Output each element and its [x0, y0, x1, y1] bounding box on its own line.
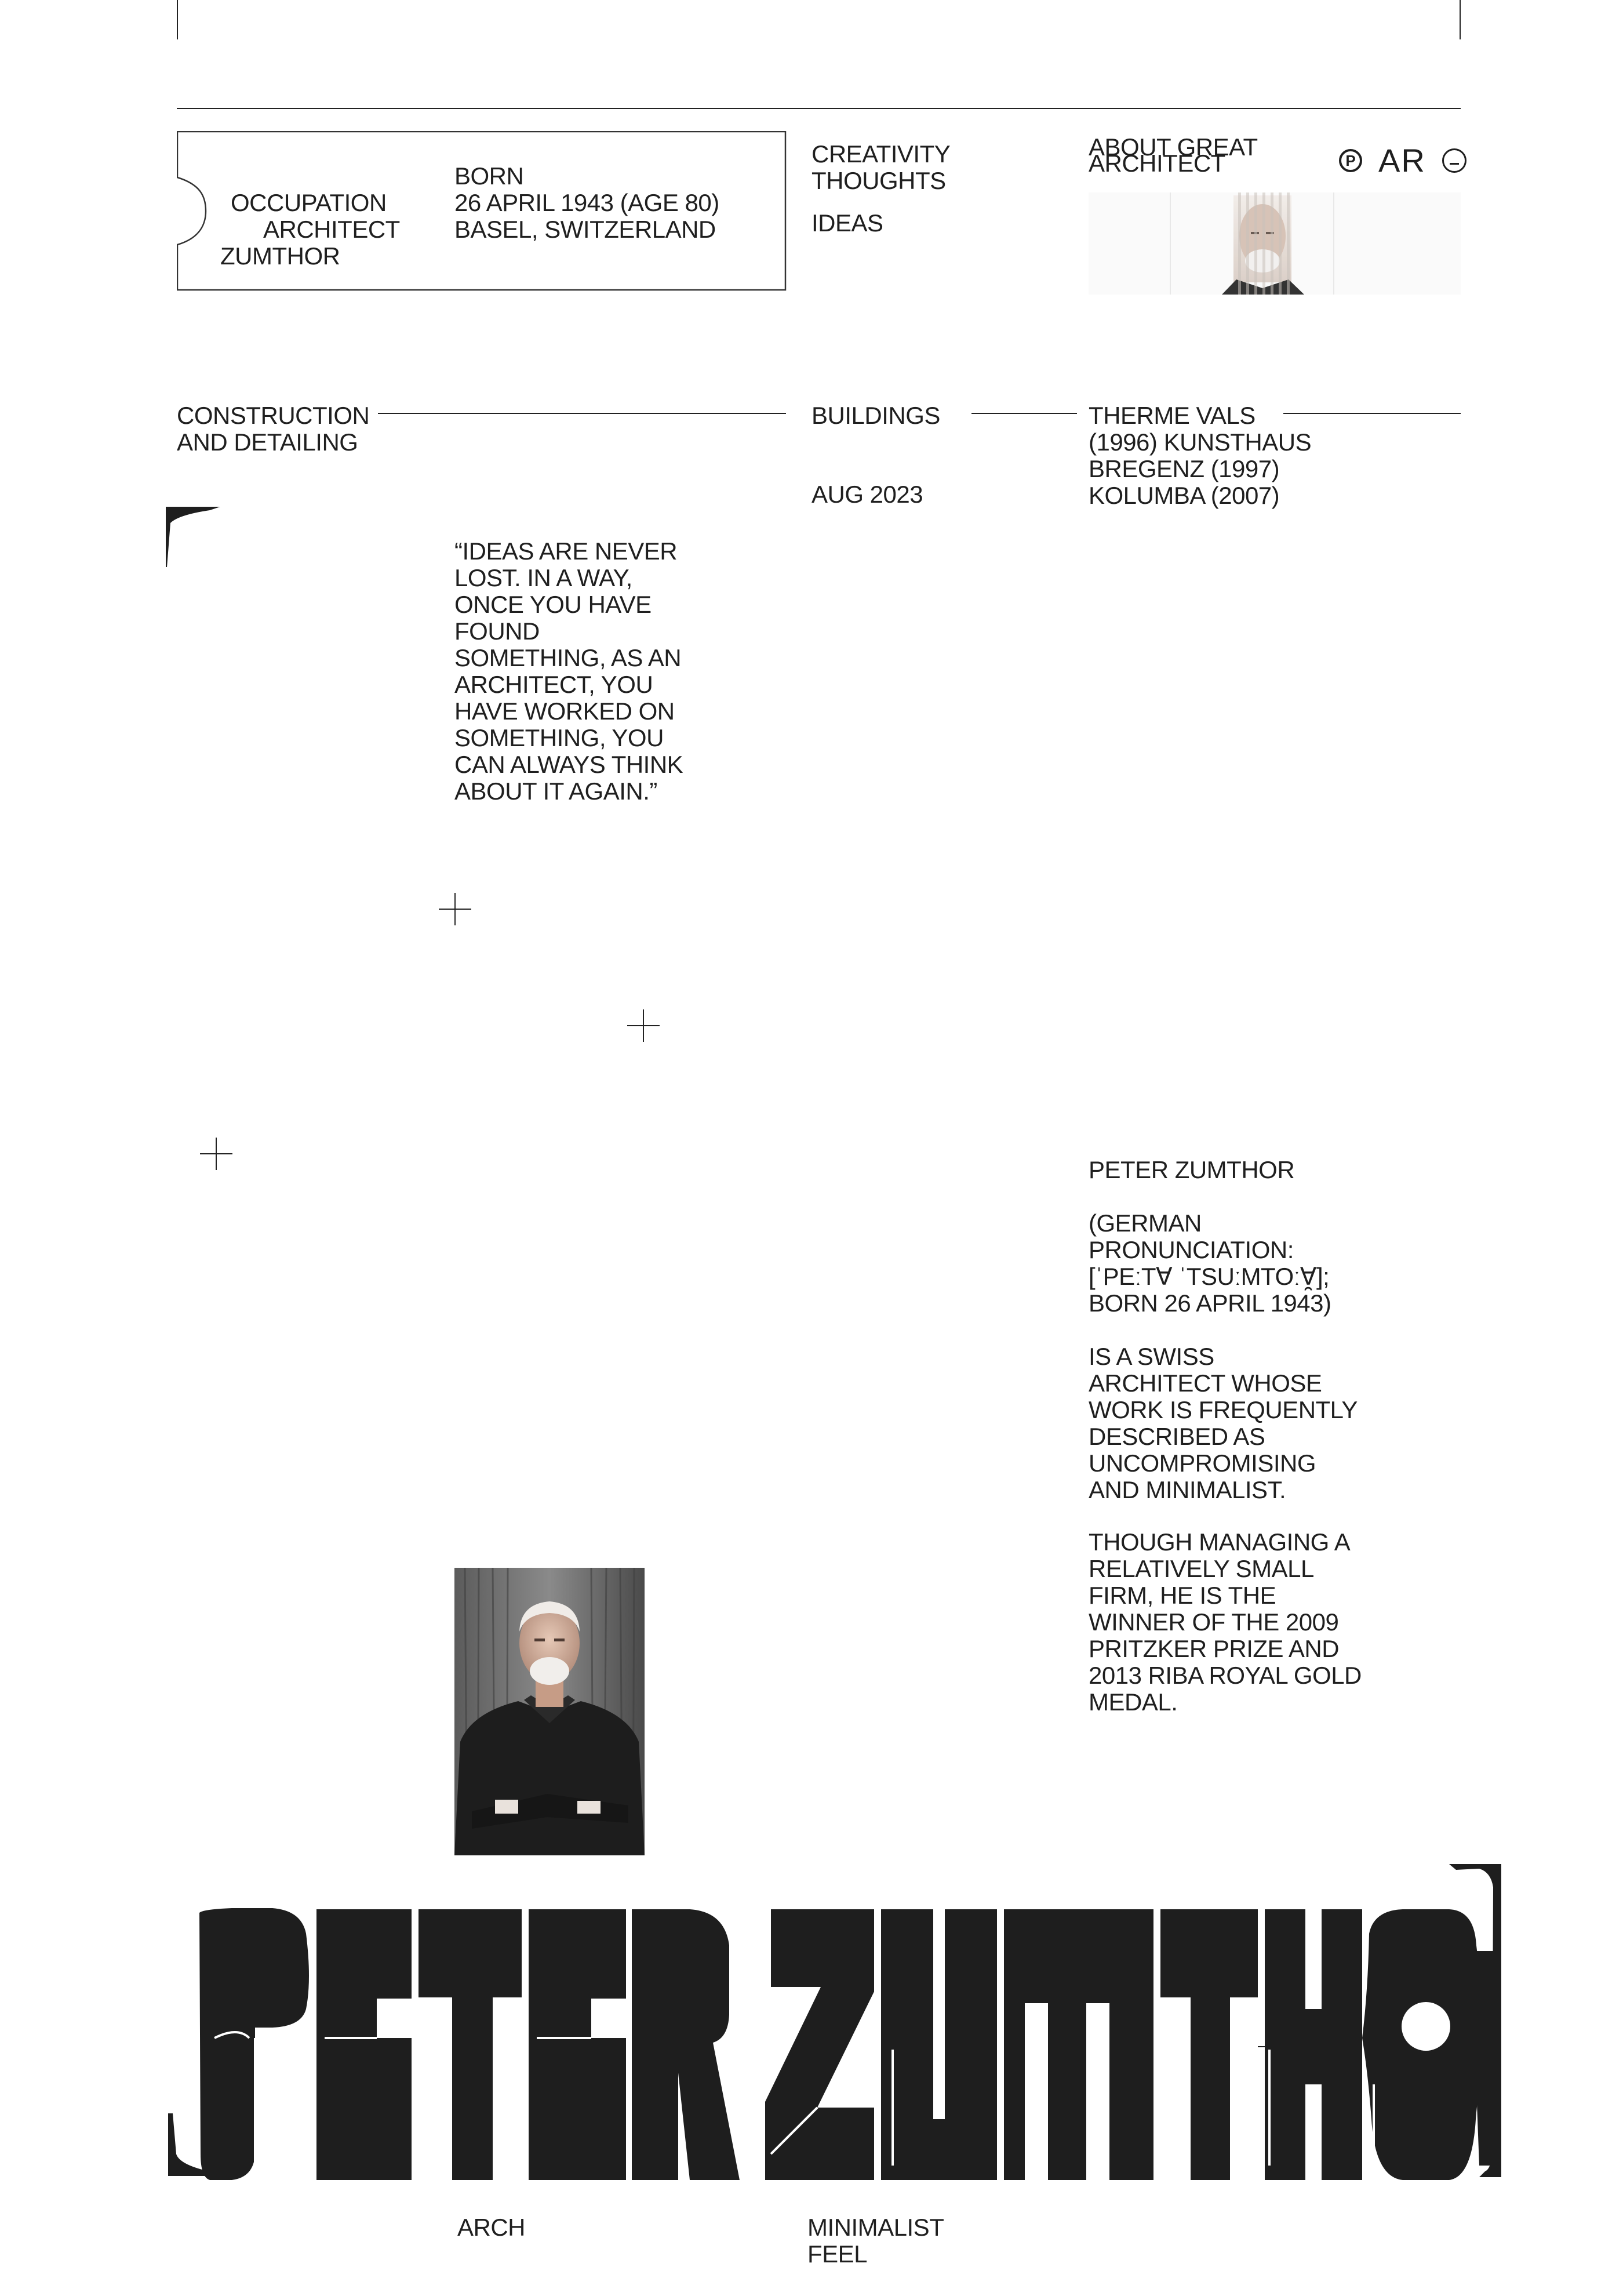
bio-paragraph-1: IS A SWISS ARCHITECT WHOSE WORK IS FREQUENTLY DESCRIBED AS UNCOMPROMISING AND MINIMALIST.	[1089, 1343, 1358, 1503]
bio-name: PETER ZUMTHOR	[1089, 1156, 1295, 1183]
thumbnail-face	[1089, 192, 1461, 295]
born-place: BASEL, SWITZERLAND	[454, 216, 716, 243]
big-title-artwork	[168, 1864, 1501, 2235]
bio-pronunciation: (GERMAN PRONUNCIATION: [ˈPEːTⱯ ˈTSUːMTOːⱯ̯]; BORN 26 APRIL 1943)	[1089, 1209, 1331, 1317]
section-date: AUG 2023	[812, 481, 923, 508]
cross-mark-2	[627, 1009, 660, 1042]
footer-arch: ARCH	[457, 2214, 526, 2241]
face-circle-icon[interactable]	[1442, 148, 1466, 173]
section-works: THERME VALS (1996) KUNSTHAUS BREGENZ (1997) KOLUMBA (2007)	[1089, 402, 1312, 509]
quote-text: “IDEAS ARE NEVER LOST. IN A WAY, ONCE YOU HAVE FOUND SOMETHING, AS AN ARCHITECT, YOU HAVE WORKED ON SOMETHING, YOU CAN ALWAYS THINK ABOUT IT AGAIN.”	[454, 537, 683, 805]
born-date: 26 APRIL 1943 (AGE 80)	[454, 189, 719, 216]
header-icons	[1339, 140, 1466, 181]
construction-rule	[378, 413, 786, 414]
surname: ZUMTHOR	[220, 242, 340, 270]
top-right-tick	[1460, 0, 1461, 39]
nav-creativity-thoughts[interactable]: CREATIVITY THOUGHTS	[812, 140, 951, 194]
p-circle-icon[interactable]: P	[1339, 149, 1362, 172]
buildings-rule	[971, 413, 1077, 414]
works-rule	[1283, 413, 1461, 414]
ar-logo[interactable]: AR	[1378, 142, 1426, 179]
section-construction: CONSTRUCTION AND DETAILING	[177, 402, 370, 456]
born-label: BORN	[454, 162, 524, 190]
architect-thumbnail-image	[1089, 192, 1461, 295]
corner-bracket-top-left	[166, 507, 221, 568]
architect-portrait-image	[454, 1568, 645, 1855]
cross-mark-1	[439, 893, 471, 925]
header-rule	[177, 108, 1461, 109]
cross-mark-3	[200, 1138, 232, 1170]
bio-paragraph-2: THOUGH MANAGING A RELATIVELY SMALL FIRM, HE IS THE WINNER OF THE 2009 PRITZKER PRIZE AND 2013 RIBA ROYAL GOLD MEDAL.	[1089, 1528, 1362, 1716]
nav-ideas[interactable]: IDEAS	[812, 209, 883, 237]
nav-about[interactable]: ABOUT GREAT ARCHITECT	[1089, 133, 1258, 177]
occupation-value: ARCHITECT	[263, 216, 400, 243]
footer-minimalist-feel: MINIMALIST FEEL	[807, 2214, 944, 2268]
top-left-tick	[177, 0, 178, 39]
occupation-label: OCCUPATION	[231, 189, 387, 216]
section-buildings: BUILDINGS	[812, 402, 940, 429]
